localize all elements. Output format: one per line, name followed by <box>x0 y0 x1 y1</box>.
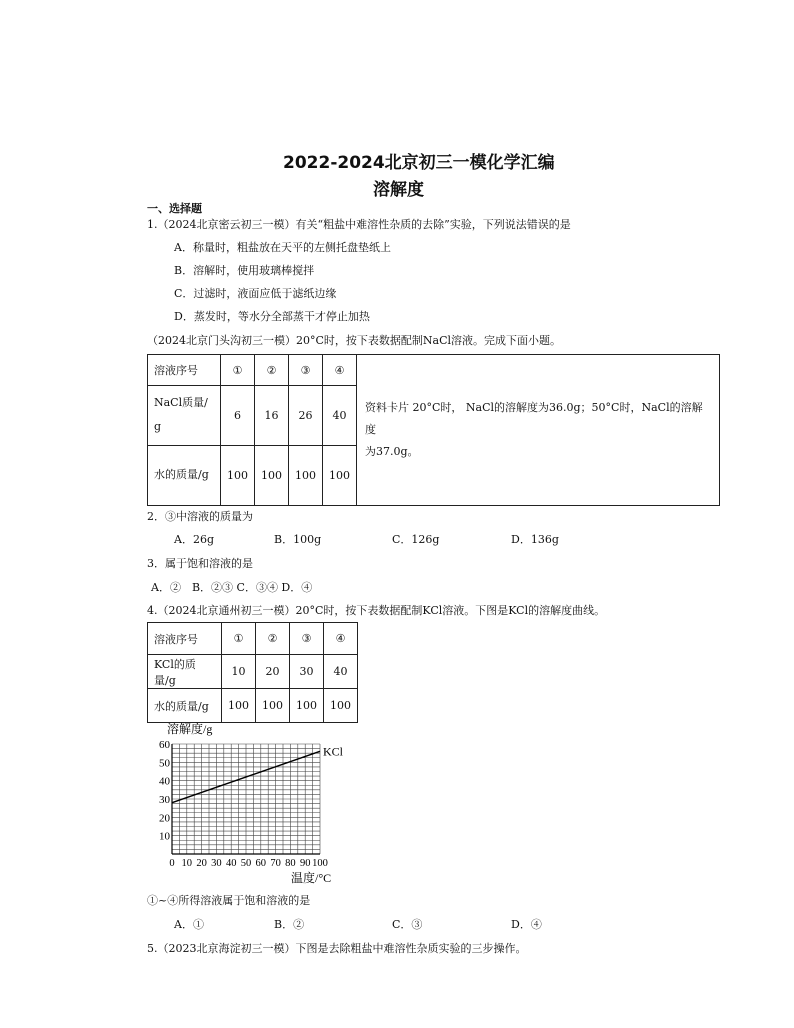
table-cell: 100 <box>324 689 358 723</box>
question-2-option-d: D．136g <box>511 533 559 546</box>
table-cell: ③ <box>289 355 323 386</box>
table-cell: 水的质量/g <box>148 445 221 505</box>
x-tick-label: 70 <box>270 858 281 869</box>
table-cell: ① <box>221 355 255 386</box>
question-2-option-b: B．100g <box>274 533 322 546</box>
table-cell: 100 <box>290 689 324 723</box>
table-cell: NaCl质量/g <box>148 386 221 445</box>
question-1-option-d: D．蒸发时，等水分全部蒸干才停止加热 <box>174 310 370 323</box>
x-tick-label: 20 <box>196 858 207 869</box>
series-label: KCl <box>323 744 344 759</box>
table-cell: ③ <box>290 623 324 655</box>
table-cell: 100 <box>323 445 357 505</box>
table-cell: 溶液序号 <box>148 355 221 386</box>
question-3-stem: 3．属于饱和溶液的是 <box>147 557 253 570</box>
table-cell: ④ <box>324 623 358 655</box>
info-card-line: 为37.0g。 <box>365 445 419 458</box>
question-3-options: A．② B．②③ C．③④ D．④ <box>151 581 313 594</box>
kcl-data-table <box>147 622 358 723</box>
x-tick-label: 30 <box>211 858 222 869</box>
x-tick-label: 60 <box>255 858 267 869</box>
x-tick-label: 80 <box>285 858 296 869</box>
info-card-line: 资料卡片 20°C时， NaCl的溶解度为36.0g；50°C时，NaCl的溶解度 <box>365 401 703 436</box>
y-tick-label: 50 <box>159 757 170 770</box>
question-1-option-b: B．溶解时，使用玻璃棒搅拌 <box>174 264 315 277</box>
nacl-data-table <box>147 354 720 506</box>
y-tick-label: 10 <box>159 830 170 843</box>
table-cell: 100 <box>222 689 256 723</box>
question-4-followup: ①~④所得溶液属于饱和溶液的是 <box>147 894 311 907</box>
table-cell: 16 <box>255 386 289 445</box>
table-cell: 水的质量/g <box>148 689 222 723</box>
doc-title: 2022-2024北京初三一模化学汇编 <box>283 153 555 173</box>
y-tick-label: 30 <box>159 794 170 806</box>
x-tick-label: 90 <box>299 858 311 869</box>
question-1-stem: 1.（2024北京密云初三一模）有关“粗盐中难溶性杂质的去除”实验，下列说法错误的是 <box>147 218 571 231</box>
x-tick-label: 100 <box>312 858 328 869</box>
question-4-stem: 4.（2024北京通州初三一模）20°C时，按下表数据配制KCl溶液。下图是KCl的溶解度曲线。 <box>147 604 606 617</box>
question-4-option-d: D．④ <box>511 918 542 931</box>
section-heading: 一、选择题 <box>147 202 202 215</box>
table-cell: ① <box>222 623 256 655</box>
table-cell: 26 <box>289 386 323 445</box>
x-tick-label: 40 <box>225 858 237 869</box>
table-cell: ② <box>256 623 290 655</box>
y-axis-label: 溶解度/g <box>167 722 213 736</box>
y-tick-label: 40 <box>159 775 170 788</box>
y-tick-label: 60 <box>159 739 170 751</box>
x-tick-label: 50 <box>240 858 252 869</box>
question-group-intro: （2024北京门头沟初三一模）20°C时，按下表数据配制NaCl溶液。完成下面小题。 <box>147 334 562 347</box>
table-cell: ② <box>255 355 289 386</box>
question-4-option-c: C．③ <box>392 918 423 931</box>
table-cell: 40 <box>324 655 358 689</box>
question-4-option-a: A．① <box>174 918 204 931</box>
question-1-option-c: C．过滤时，液面应低于滤纸边缘 <box>174 287 337 300</box>
x-tick-label: 10 <box>181 858 193 869</box>
x-axis-label: 温度/°C <box>291 871 332 885</box>
question-4-option-b: B．② <box>274 918 305 931</box>
table-cell: 100 <box>289 445 323 505</box>
y-tick-label: 20 <box>159 812 170 825</box>
table-cell: 40 <box>323 386 357 445</box>
table-cell: 10 <box>222 655 256 689</box>
table-cell: 6 <box>221 386 255 445</box>
question-2-option-a: A．26g <box>174 533 214 546</box>
info-card <box>357 355 720 506</box>
table-cell: 100 <box>221 445 255 505</box>
x-tick-label: 0 <box>169 858 175 869</box>
question-5-stem: 5.（2023北京海淀初三一模）下图是去除粗盐中难溶性杂质实验的三步操作。 <box>147 942 527 955</box>
table-cell: 100 <box>255 445 289 505</box>
table-cell: KCl的质量/g <box>148 655 222 689</box>
table-cell: 20 <box>256 655 290 689</box>
table-cell: ④ <box>323 355 357 386</box>
table-cell: 30 <box>290 655 324 689</box>
question-2-option-c: C．126g <box>392 533 440 546</box>
table-cell: 100 <box>256 689 290 723</box>
doc-subtitle: 溶解度 <box>373 180 424 200</box>
kcl-solubility-chart <box>146 720 366 886</box>
question-2-stem: 2．③中溶液的质量为 <box>147 510 253 523</box>
table-cell: 溶液序号 <box>148 623 222 655</box>
question-1-option-a: A．称量时，粗盐放在天平的左侧托盘垫纸上 <box>174 241 391 254</box>
